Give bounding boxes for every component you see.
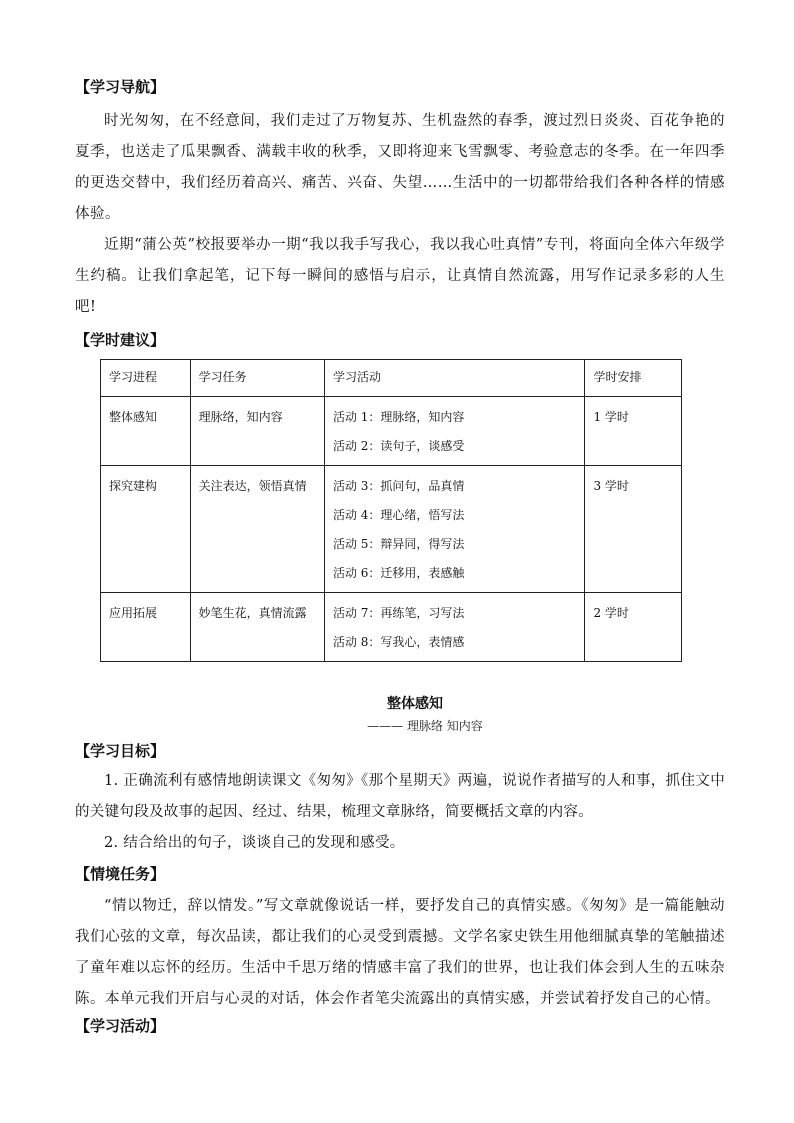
activities-cell — [324, 397, 585, 466]
schedule-heading: 【学时建议】 — [75, 331, 166, 349]
hours-cell: 3 学时 — [585, 466, 682, 593]
table-header-row — [101, 360, 682, 397]
activity-item: 活动 2：读句子，谈感受 — [332, 439, 465, 453]
task-cell: 理脉络，知内容 — [190, 397, 324, 466]
activities-heading: 【学习活动】 — [75, 1017, 166, 1035]
guide-paragraph-2: 近期“蒲公英”校报要举办一期“我以我手写我心，我以我心吐真情”专刊，将面向全体六年级学生约稿。让我们拿起笔，记下每一瞬间的感悟与启示，让真情自然流露，用写作记录多彩的人生吧! — [75, 237, 725, 315]
activities-cell — [324, 466, 585, 593]
task-cell: 妙笔生花，真情流露 — [190, 593, 324, 662]
stage-cell: 探究建构 — [101, 466, 191, 593]
column-header: 学习任务 — [190, 360, 324, 397]
activity-item: 活动 6：迁移用，表感触 — [332, 566, 465, 580]
table-row — [101, 593, 682, 662]
activities-cell — [324, 593, 585, 662]
situation-heading: 【情境任务】 — [75, 865, 166, 883]
activity-item: 活动 8：写我心，表情感 — [332, 635, 465, 649]
goals-heading: 【学习目标】 — [75, 742, 166, 760]
table-row — [101, 466, 682, 593]
stage-cell: 整体感知 — [101, 397, 191, 466]
column-header: 学习进程 — [101, 360, 191, 397]
goal-item-2: 2. 结合给出的句子，谈谈自己的发现和感受。 — [104, 835, 405, 851]
hours-cell: 1 学时 — [585, 397, 682, 466]
guide-paragraph-1: 时光匆匆，在不经意间，我们走过了万物复苏、生机盎然的春季，渡过烈日炎炎、百花争艳的夏季，也送走了瓜果飘香、满载丰收的秋季，又即将迎来飞雪飘零、考验意志的冬季。在一年四季的更迭交替中，我们经历着高兴、痛苦、兴奋、失望……生活中的一切都带给我们各种各样的情感体验。 — [75, 113, 725, 222]
activity-item: 活动 7：再练笔，习写法 — [332, 606, 465, 620]
column-header: 学时安排 — [585, 360, 682, 397]
guide-heading: 【学习导航】 — [75, 78, 166, 96]
column-header: 学习活动 — [324, 360, 585, 397]
task-cell: 关注表达，领悟真情 — [190, 466, 324, 593]
part-title: 整体感知 — [387, 696, 443, 712]
part-subtitle: ——— 理脉络 知内容 — [367, 719, 483, 733]
activity-item: 活动 4：理心绪，悟写法 — [332, 508, 465, 522]
table-row — [101, 397, 682, 466]
activity-item: 活动 3：抓问句，品真情 — [332, 479, 465, 493]
situation-paragraph: “情以物迁，辞以情发。”写文章就像说话一样，要抒发自己的真情实感。《匆匆》是一篇能触动我们心弦的文章，每次品读，都让我们的心灵受到震撼。文学名家史铁生用他细腻真挚的笔触描述了童年难以忘怀的经历。生活中千思万绪的情感丰富了我们的世界，也让我们体会到人生的五味杂陈。本单元我们开启与心灵的对话，体会作者笔尖流露出的真情实感，并尝试着抒发自己的心情。 — [75, 898, 725, 1007]
hours-cell: 2 学时 — [585, 593, 682, 662]
document-page — [75, 76, 725, 1037]
activity-item: 活动 1：理脉络，知内容 — [332, 410, 465, 424]
activity-item: 活动 5：辩异同，得写法 — [332, 537, 465, 551]
schedule-table — [100, 359, 682, 662]
stage-cell: 应用拓展 — [101, 593, 191, 662]
goal-item-1: 1. 正确流利有感情地朗读课文《匆匆》《那个星期天》两遍，说说作者描写的人和事，抓住文中的关键句段及故事的起因、经过、结果，梳理文章脉络，简要概括文章的内容。 — [75, 773, 725, 820]
